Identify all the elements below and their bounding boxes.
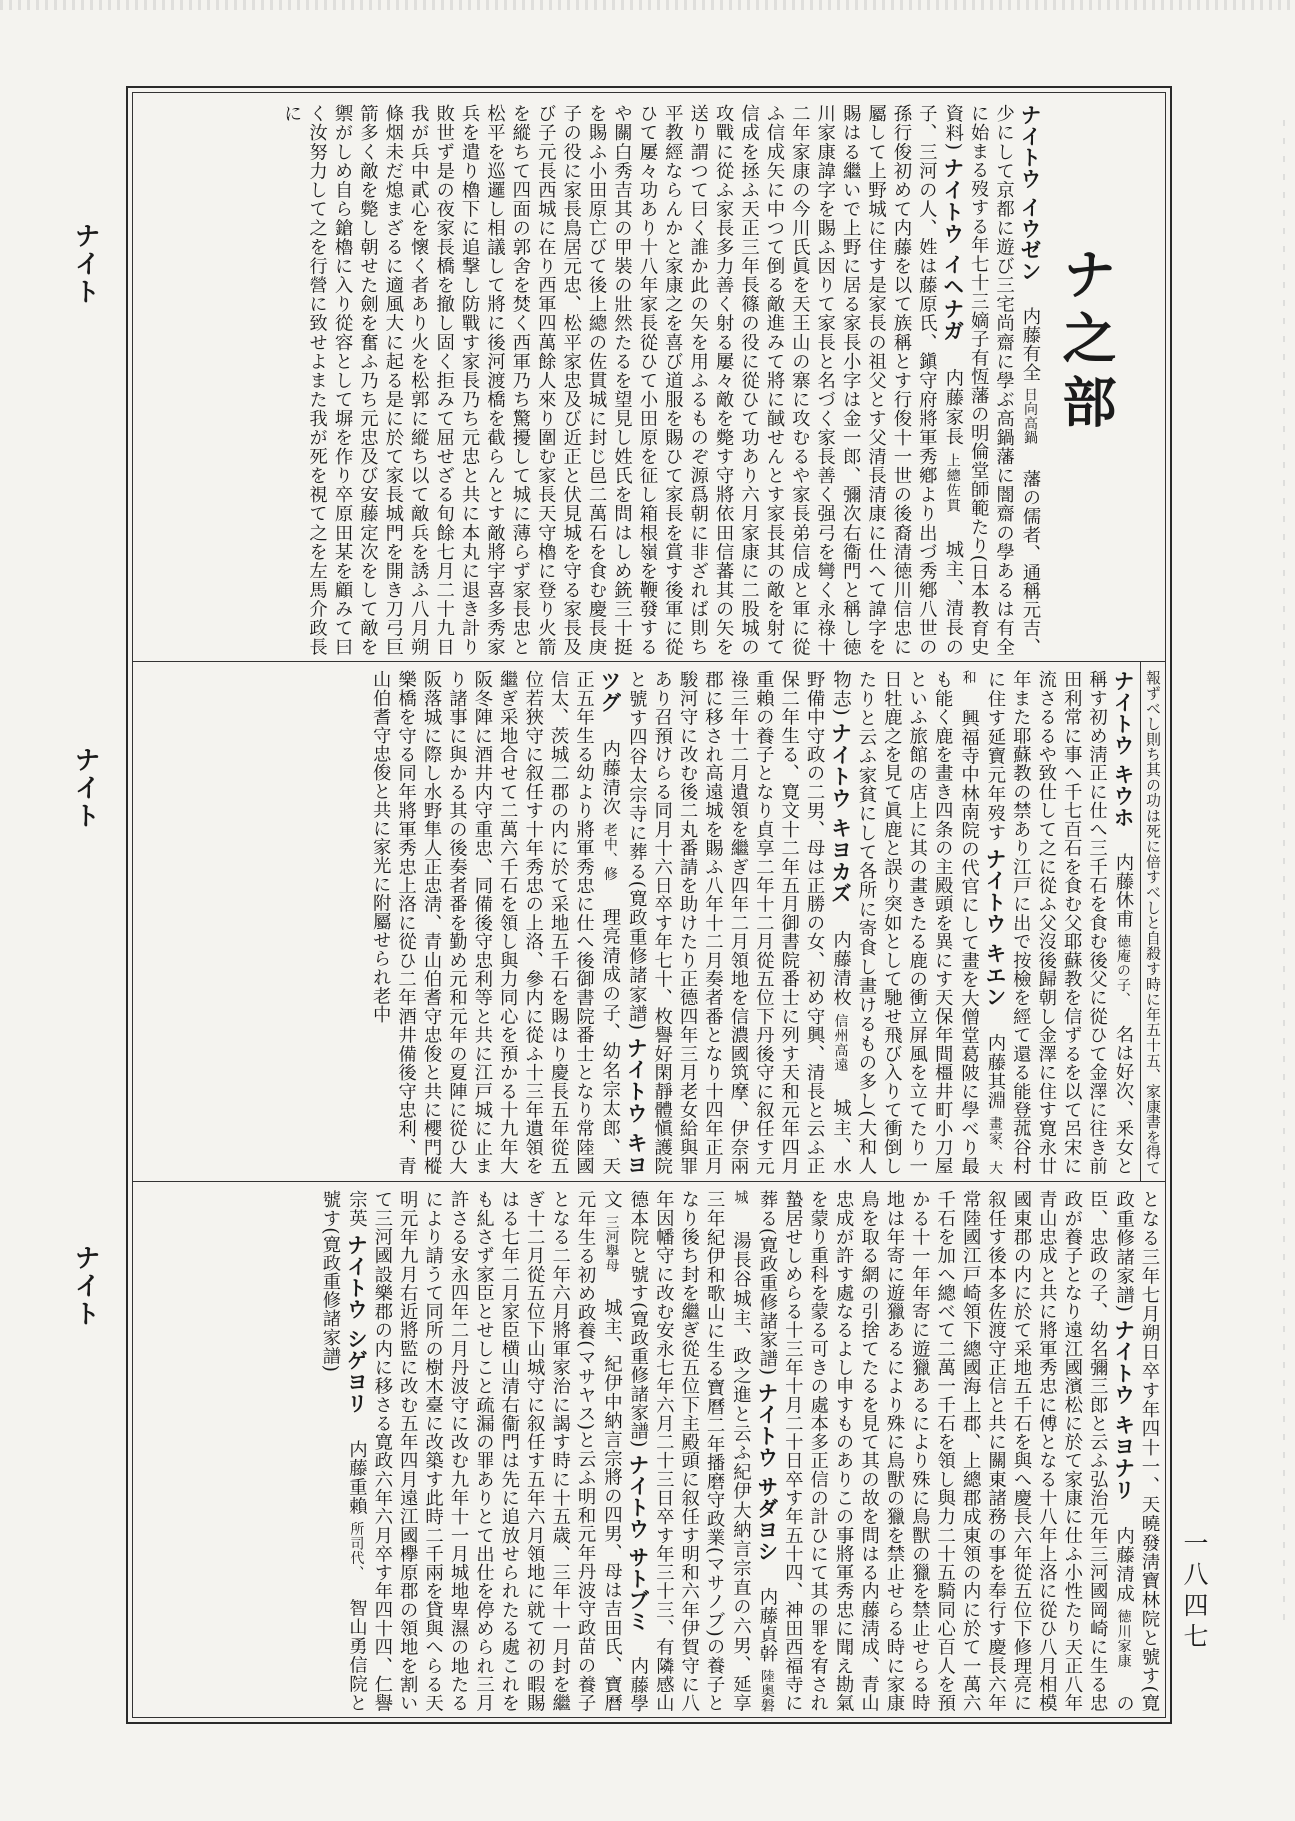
side-label-middle: ナイト <box>70 746 100 830</box>
entry-heading: ナイトウ キウホ <box>1111 670 1135 828</box>
entry-body: 名は好次、釆女と稱す初め淸正に仕へ三千石を食む後父に從ひて金澤に往き前田利常に事へ千七百石を食む父耶蘇教を信ずるを以て呂宋に流さるるや致仕して之に從ふ父沒後歸朝し金澤に住す寛永廿年また耶蘇教の禁あり江戸に出で按檢を經て還る能登菰谷村に住す延寶元年歿す <box>984 670 1134 1175</box>
entry-name: 内藤貞幹 <box>756 1586 778 1663</box>
entry-naitou-kiuho <box>982 670 1135 1175</box>
entry-note: 信州高遠 <box>832 1013 849 1074</box>
entry-naitou-kien <box>828 670 1007 1175</box>
bottom-article <box>138 1190 1162 1712</box>
entry-heading: ナイトウ シゲヨリ <box>344 1234 369 1415</box>
entry-heading: ナイトウ サトブミ <box>625 1453 650 1632</box>
continuation-body: 報ずべし則ち其の功は死に倍すべしと自殺す時に年五十五、家康書を得て <box>1144 670 1162 1175</box>
entry-body: 城主、清長の子、三河の人、姓は藤原氏、鎭守府將軍秀鄕より出づ秀鄕八世の孫行俊初めて内藤を以て族稱とす行俊十一世の後裔清徳川信忠に屬して上野城に住す是家長の祖父とす父清長清康に仕へて諱字を賜はる繼いで上野に居る家長小字は金一郎、彌次右衞門と稱し徳川家康諱字を賜ふ因りて家長と名づく家長善く强弓を彎く永祿十二年家康の今川氏眞を天王山の寨に攻むるや家長弟信成と軍に從ふ信成矢に中つて倒る敵進みて將に馘せんとす家長其の敵を射て信成を拯ふ天正三年長篠の役に從ひて功あり六月家康に二股城の攻戰に從ふ家長多力善く射る屢々敵を斃す守將依田信蕃其の矢を送り謂つて曰く誰か此の矢を用ふるものぞ源爲朝に非ざれば則ち平教經ならんかと家康之を喜び道服を賜ひて家長を賞す後軍に從ひて屢々功あり十八年家長從ひて小田原を征し箱根嶺を鞭發するや關白秀吉其の甲裝の壯然たるを望見し姓氏を問はしめ銃三十挺を賜ふ小田原亡びて後上總の佐貫城に封じ邑二萬石を食む慶長庚子の役に家長鳥居元忠、松平家忠及び近正と伏見城を守る家長及び子元長西城に在り西軍四萬餘人來り圍む家長天守櫓に登り火箭を縱ちて四面の郭舍を焚く西軍乃ち驚擾して城に薄らず家長忠と松平を巡邏し相議して將に後河渡橋を截らんとす敵將宇喜多秀家兵を遣り櫓下に追撃し防戰す家長乃ち元忠と共に本丸に退き計り敗世ず是の夜家長橋を撤し固く拒みて屈せざる旬餘七月二十九日我が兵中貳心を懷く者あり火を松郭に縱ち以て敵兵を誘ふ八月朔條烟未だ熄まざるに適風大に起る是に於て家長城門を開き刀弓巨箭多く敵を斃し朝せた劍を奮ふ乃ち元忠及び安藤定次をして敵を禦がしめ自ら鎗櫓に入り從容として塀を作り卒原田某を顧みて曰く汝努力して之を行營に致せよまた我が死を視て之を左馬介政長に <box>281 104 964 656</box>
entry-heading: ナイトウ キヨカズ <box>828 722 853 905</box>
entry-body: の臣、忠政の子、幼名彌三郎と云ふ弘治元年三河國岡崎に生る忠政が養子となり遠江國濱松に於て家康に仕ふ小性たり天正八年青山忠成と共に將軍秀忠に傅となる十八年上洛に從ひ八月相模國東郡の内に於て采地五千石を與へ慶長六年從五位下修理亮に叙任す後本多佐渡守正信と共に關東諸務の事を奉行す慶長六年常陸國江戸崎領下總國海上郡、上總郡成東領の内に於て一萬六千石を加へ總べて二萬一千石を領し與力二十五騎同心百人を預かる十一年年寄に遊獵あるにより殊に鳥獸の獵を禁止せらる時地は年寄に遊獵あるにより殊に鳥獸の獵を禁止せらる時に家康鳥を取る網の引捨てたるを見て其の故を問はる内藤淸成、青山忠成が許す處なるよし申すものありこの事將軍秀忠に聞え勘氣を蒙り重科を蒙る可きの處本多正信の計ひにて其の罪を宥され蟄居せしめらる十三年十月二十日卒す年五十四、神田西福寺に葬る(寛政重修諸家譜) <box>756 1190 1135 1712</box>
entry-body: 興福寺中林南院の代官にして畫を大僧堂葛陂に學べり最も能く鹿を畫き四条の主殿頭を異にす天保年間橿井町小刀屋といふ旅館の店上に其の畫きたる鹿の衝立屏風を立てたり一日牡鹿之を見て眞鹿と誤り突如として馳せ飛び入りて衝倒したりと云ふ家貧にして各所に寄食し畫けるもの多し(大和人物志) <box>830 670 980 1175</box>
entry-heading: ナイトウ サダヨシ <box>754 1381 779 1562</box>
entry-body: 城主、水野備中守政の二男、母は正勝の女、初め守興、清長と云ふ正保二年生る、寛文十二年五月御書院番士に列す天和元年四月重賴の養子となり貞享二年十二月從五位下丹後守に叙任す元祿三年十二月遺領を繼ぎ四年二月領地を信濃國筑摩、伊奈兩郡に移され高遠城を賜ふ八年十二月奏者番となり十四年正月駿河守に改む後二丸番請を助けたり正德四年三月老女給與罪あり召預けらる同月十六日卒す年七十、枚譽好閑靜體愼護院と號す四谷太宗寺に葬る(寛政重修諸家譜) <box>626 670 852 1175</box>
entry-name: 内藤重賴 <box>346 1439 368 1516</box>
scan-noise <box>0 0 1295 10</box>
entry-note: 三河擧母 <box>603 1215 620 1273</box>
rule-right-column <box>1140 662 1141 1181</box>
entry-heading: ナイトウ イウゼン <box>1018 104 1042 282</box>
entry-note: 徳川家康 <box>1115 1608 1132 1668</box>
entry-naitou-kiyokazu <box>626 670 851 1175</box>
entry-note: 徳庵の子、 <box>1115 934 1131 1000</box>
entry-body: となる三年七月朔日卒す年四十一、天曉發淸寶林院と號す(寛政重修諸家譜) <box>1113 1190 1160 1712</box>
page-number: 一八四七 <box>1180 1530 1209 1654</box>
side-label-top: ナイト <box>70 222 100 306</box>
entry-body: 藩の儒者、通稱元吉、少にして京都に遊び三宅尚齋に學ぶ高鍋藩に闇齋の學あるは有全に始まる歿する年七十三嫡子有恆藩の明倫堂師範たり(日本教育史資料) <box>942 104 1041 656</box>
entry-body: 理亮清成の子、幼名宗太郎、天正五年生る幼より將軍秀忠に仕へ後御書院番士となり常陸國信太、茨城二郡の内に於て采地五千石を賜はり慶長五年從五位若狹守に叙任す十年秀忠の上洛、參内に從ふ十三年遺領を繼ぎ采地合せて二萬六千石を領し與力同心を預かる十九年大阪冬陣に酒井内守重忠、同備後守忠利等と共に江戸城に止まり諸事に與かる其の後奏者番を勤め元和元年の夏陣に從ひ大阪落城に際し水野隼人正忠淸、青山伯耆守忠俊と共に櫻門樅樂橋を守る同年將軍秀忠上洛に從ひ二年酒井備後守忠利、青山伯耆守忠俊と共に家光に附屬せられ老中 <box>370 670 621 1175</box>
middle-article <box>138 670 1136 1175</box>
entry-naitou-kiyotsugu <box>370 670 647 1175</box>
entry-naitou-satobumi <box>346 1190 648 1712</box>
middle-right-continuation <box>1143 670 1163 1175</box>
entry-note: 老中、修 <box>601 822 618 882</box>
entry-name: 内藤其淵 <box>984 1033 1006 1111</box>
entry-heading: ナイトウ キエン <box>982 848 1007 1009</box>
entry-body: 湯長谷城主、政之進と云ふ紀伊大納言宗直の六男、延享三年紀伊和歌山に生る寶曆二年播磨守政業(マサノブ)の養子となり後ち封を繼ぎ從五位下主殿頭に叙任す明和六年伊賀守に八年因幡守に改む安永七年六月二十三日卒す年三十三、有隣感山德本院と號す(寛政重修諸家譜) <box>627 1190 752 1712</box>
entry-name: 内藤學文 <box>601 1190 649 1712</box>
entry-naitou-kiyonari <box>754 1190 1136 1712</box>
entry-note: 日向高鍋 <box>1022 387 1038 445</box>
entry-name: 内藤家長 <box>942 368 964 447</box>
entry-name: 内藤有全 <box>1020 306 1041 382</box>
entry-heading: ナイトウ キヨナリ <box>1111 1318 1136 1501</box>
entry-heading: ナイトウ イヘナガ <box>940 157 965 343</box>
section-title: ナ之部 <box>1054 246 1118 438</box>
entry-heading: ナイトウ キヨツグ <box>597 670 649 1175</box>
entry-body: 城主、紀伊中納言宗將の四男、母は吉田氏、寶曆元年生る初め政養(マサヤス)と云ふ明和元年丹波守政苗の養子となる二年六月將軍家治に謁す時に十五歳、三年十一月封を繼ぎ十二月從五位下山城守に叙任す五年六月領地に就て初の暇賜はる七年二月家臣横山清右衞門は先に追放せられたる處これをも糺さず家臣とせしこと疏漏の罪ありとて出仕を停められ三月許さる安永四年二月丹波守に改む九年十一月城地卑濕の地たるにより請うて同所の樹木臺に改築す此時二千兩を貸與へらる天明元年九月右近將監に改む五年四月遠江國欅原郡の領地を割いて三河國設樂郡の内に移さる寛政六年六月卒す年四十四、仁譽宗英 <box>346 1190 623 1712</box>
entry-naitou-ienaga <box>281 104 964 656</box>
entry-naitou-shigeyori <box>320 1190 367 1712</box>
rule-top <box>132 661 1166 662</box>
entry-note: 陸奥磐城 <box>732 1190 775 1712</box>
entry-note: 上總佐貫 <box>944 453 961 514</box>
entry-note: 畫家、大和 <box>960 670 1003 1175</box>
entry-name: 内藤休甫 <box>1113 852 1134 929</box>
top-article <box>138 104 1043 656</box>
entry-body: 智山勇信院と號す(寛政重修諸家譜) <box>320 1190 368 1712</box>
scan-edge <box>1283 120 1285 1620</box>
side-label-bottom: ナイト <box>70 1244 100 1328</box>
entry-name: 内藤清次 <box>599 739 621 816</box>
entry-note: 所司代、 <box>348 1522 365 1574</box>
entry-name: 内藤清枚 <box>830 930 852 1008</box>
rule-bottom <box>132 1181 1166 1182</box>
entry-name: 内藤清成 <box>1113 1525 1135 1603</box>
